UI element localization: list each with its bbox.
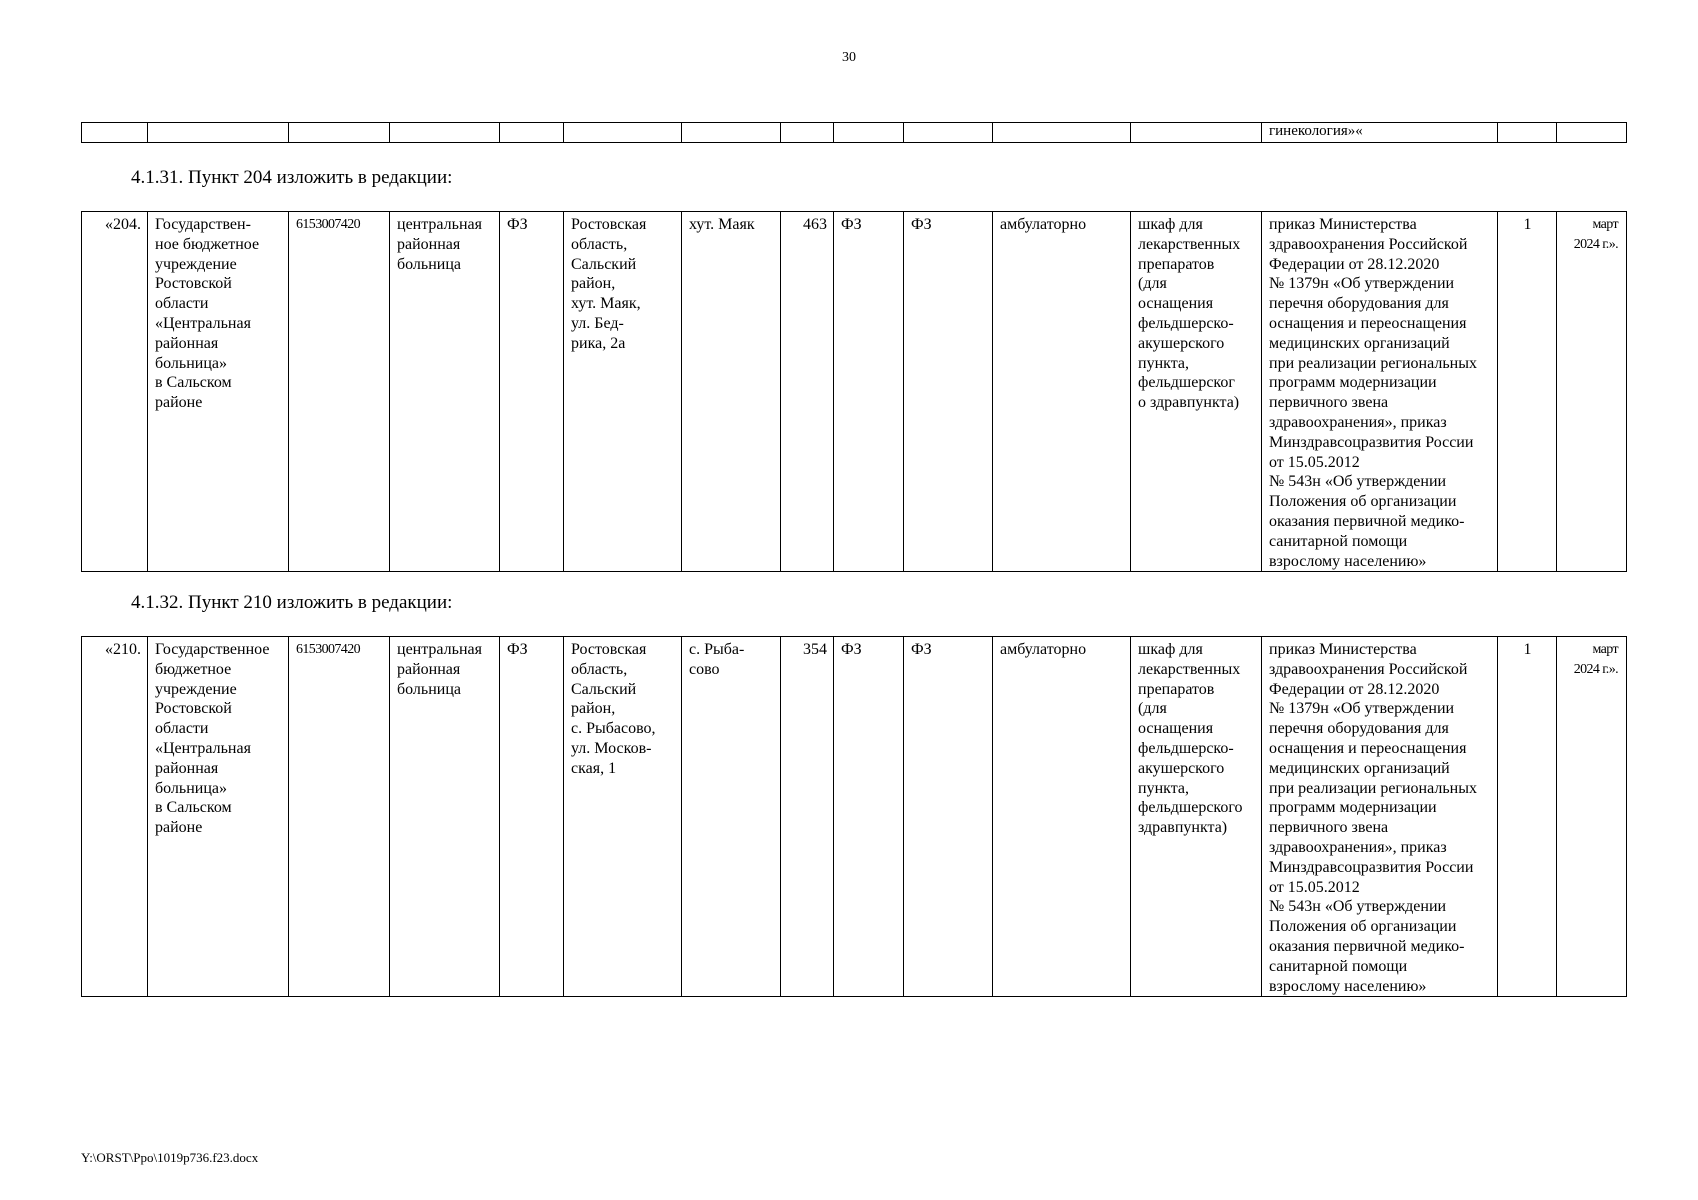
cell-line: оснащения и переоснащения: [1269, 739, 1467, 757]
column-9-cell: ФЗ: [904, 637, 993, 997]
care-type-cell: амбулаторно: [993, 212, 1131, 572]
cell-line: 2024 г.».: [1573, 661, 1618, 677]
cell-line: перечня оборудования для: [1269, 720, 1449, 738]
doc-fragment-cell: гинекология»«: [1262, 123, 1498, 143]
cell-line: здравоохранения Российской: [1269, 660, 1468, 678]
cell-line: фельдшерског: [1138, 374, 1235, 392]
quantity-cell: 1: [1498, 637, 1557, 997]
cell-line: о здравпункта): [1138, 394, 1240, 412]
cell-line: от 15.05.2012: [1269, 878, 1360, 896]
cell-line: взрослому населению»: [1269, 552, 1427, 570]
cell-line: программ модернизации: [1269, 374, 1437, 392]
cell-line: медицинских организаций: [1269, 759, 1450, 777]
item-number: «210.: [82, 637, 148, 997]
cell-line: оказания первичной медико-: [1269, 512, 1465, 530]
legal-basis-cell: [1262, 637, 1498, 997]
section-heading: 4.1.32. Пункт 210 изложить в редакции:: [131, 592, 453, 613]
cell-line: районная: [155, 759, 219, 777]
cell-line: больница: [397, 680, 461, 698]
care-type-cell: амбулаторно: [993, 637, 1131, 997]
table-row: [82, 637, 1627, 997]
cell-line: в Сальском: [155, 374, 232, 392]
cell-line: шкаф для: [1138, 216, 1203, 233]
cell-line: ская, 1: [571, 759, 617, 777]
table-row: [82, 123, 1627, 143]
cell-line: Положения об организации: [1269, 493, 1457, 511]
cell-line: (для: [1138, 700, 1167, 718]
item-table: [81, 636, 1627, 997]
cell-line: больница»: [155, 354, 227, 372]
cell-line: пункта,: [1138, 354, 1189, 372]
legal-basis-cell: [1262, 212, 1498, 572]
cell-line: санитарной помощи: [1269, 532, 1408, 550]
cell-line: с. Рыбасово,: [571, 720, 656, 738]
cell-line: больница: [397, 255, 461, 273]
cell-line: от 15.05.2012: [1269, 453, 1360, 471]
cell-line: пункта,: [1138, 779, 1189, 797]
cell-line: акушерского: [1138, 759, 1225, 777]
cell-line: (для: [1138, 275, 1167, 293]
cell-line: фельдшерско-: [1138, 739, 1234, 757]
cell-line: март: [1592, 642, 1618, 657]
cell-line: Ростовской: [155, 700, 232, 718]
cell-line: районе: [155, 394, 203, 412]
cell-line: хут. Маяк,: [571, 295, 641, 313]
cell-line: Федерации от 28.12.2020: [1269, 255, 1440, 273]
cell-line: № 1379н «Об утверждении: [1269, 275, 1455, 293]
cell-line: здравоохранения», приказ: [1269, 838, 1447, 856]
cell-line: оказания первичной медико-: [1269, 937, 1465, 955]
cell-line: № 543н «Об утверждении: [1269, 473, 1447, 491]
cell-line: учреждение: [155, 255, 237, 273]
cell-line: районная: [397, 235, 461, 253]
cell-line: оснащения: [1138, 720, 1214, 738]
cell-line: «Центральная: [155, 739, 251, 757]
population-cell: 463: [781, 212, 834, 572]
cell-line: здравоохранения Российской: [1269, 235, 1468, 253]
cell-line: здравоохранения», приказ: [1269, 413, 1447, 431]
cell-line: сово: [689, 660, 720, 678]
cell-line: больница»: [155, 779, 227, 797]
cell-line: область,: [571, 235, 628, 253]
cell-line: район,: [571, 275, 616, 293]
organization-cell: [148, 637, 289, 997]
cell-line: приказ Министерства: [1269, 641, 1417, 658]
cell-line: Ростовская: [571, 641, 647, 658]
organization-cell: [148, 212, 289, 572]
cell-line: ул. Москов-: [571, 739, 652, 757]
quantity-cell: 1: [1498, 212, 1557, 572]
column-8-cell: ФЗ: [834, 212, 904, 572]
org-type-cell: [390, 637, 500, 997]
cell-line: Федерации от 28.12.2020: [1269, 680, 1440, 698]
cell-line: учреждение: [155, 680, 237, 698]
cell-line: 2024 г.».: [1573, 236, 1618, 252]
cell-line: Сальский: [571, 255, 637, 273]
cell-line: взрослому населению»: [1269, 977, 1427, 995]
page-number: 30: [842, 50, 856, 65]
cell-line: здравпункта): [1138, 819, 1228, 837]
cell-line: лекарственных: [1138, 660, 1241, 678]
cell-line: март: [1592, 217, 1618, 232]
cell-line: медицинских организаций: [1269, 334, 1450, 352]
cell-line: Государствен-: [155, 216, 251, 233]
cell-line: области: [155, 720, 209, 738]
cell-line: оснащения: [1138, 295, 1214, 313]
cell-line: Государственное: [155, 641, 270, 658]
population-cell: 354: [781, 637, 834, 997]
cell-line: Минздравсоцразвития России: [1269, 433, 1474, 451]
cell-line: бюджетное: [155, 660, 232, 678]
cell-line: в Сальском: [155, 799, 232, 817]
inn-cell: 6153007420: [289, 212, 390, 572]
settlement-cell: [682, 637, 781, 997]
cell-line: район,: [571, 700, 616, 718]
cell-line: Ростовская: [571, 216, 647, 233]
cell-line: приказ Министерства: [1269, 216, 1417, 233]
cell-line: Минздравсоцразвития России: [1269, 858, 1474, 876]
item-number: «204.: [82, 212, 148, 572]
cell-line: центральная: [397, 641, 482, 658]
date-cell: [1557, 212, 1627, 572]
file-path-footer: Y:\ORST\Ppo\1019p736.f23.docx: [81, 1150, 259, 1165]
cell-line: районе: [155, 819, 203, 837]
funding-cell: ФЗ: [500, 637, 564, 997]
cell-line: № 1379н «Об утверждении: [1269, 700, 1455, 718]
previous-table-fragment: [81, 122, 1627, 143]
table-row: [82, 212, 1627, 572]
cell-line: с. Рыба-: [689, 641, 745, 658]
cell-line: № 543н «Об утверждении: [1269, 898, 1447, 916]
cell-line: первичного звена: [1269, 394, 1389, 412]
address-cell: [564, 637, 682, 997]
column-9-cell: ФЗ: [904, 212, 993, 572]
cell-line: области: [155, 295, 209, 313]
address-cell: [564, 212, 682, 572]
date-cell: [1557, 637, 1627, 997]
cell-line: рика, 2а: [571, 334, 626, 352]
cell-line: лекарственных: [1138, 235, 1241, 253]
equipment-cell: [1131, 637, 1262, 997]
cell-line: акушерского: [1138, 334, 1225, 352]
cell-line: центральная: [397, 216, 482, 233]
cell-line: хут. Маяк: [689, 216, 755, 233]
cell-line: фельдшерско-: [1138, 314, 1234, 332]
settlement-cell: [682, 212, 781, 572]
cell-line: область,: [571, 660, 628, 678]
cell-line: «Центральная: [155, 314, 251, 332]
cell-line: ное бюджетное: [155, 235, 260, 253]
column-8-cell: ФЗ: [834, 637, 904, 997]
cell-line: районная: [397, 660, 461, 678]
cell-line: Положения об организации: [1269, 918, 1457, 936]
funding-cell: ФЗ: [500, 212, 564, 572]
cell-line: перечня оборудования для: [1269, 295, 1449, 313]
cell-line: санитарной помощи: [1269, 957, 1408, 975]
cell-line: районная: [155, 334, 219, 352]
cell-line: первичного звена: [1269, 819, 1389, 837]
cell-line: ул. Бед-: [571, 314, 624, 332]
cell-line: Сальский: [571, 680, 637, 698]
cell-line: Ростовской: [155, 275, 232, 293]
section-heading: 4.1.31. Пункт 204 изложить в редакции:: [131, 167, 453, 188]
item-table: [81, 211, 1627, 572]
cell-line: оснащения и переоснащения: [1269, 314, 1467, 332]
cell-line: препаратов: [1138, 680, 1215, 698]
cell-line: препаратов: [1138, 255, 1215, 273]
cell-line: шкаф для: [1138, 641, 1203, 658]
cell-line: программ модернизации: [1269, 799, 1437, 817]
inn-cell: 6153007420: [289, 637, 390, 997]
cell-line: при реализации региональных: [1269, 354, 1477, 372]
org-type-cell: [390, 212, 500, 572]
equipment-cell: [1131, 212, 1262, 572]
cell-line: при реализации региональных: [1269, 779, 1477, 797]
cell-line: фельдшерского: [1138, 799, 1243, 817]
